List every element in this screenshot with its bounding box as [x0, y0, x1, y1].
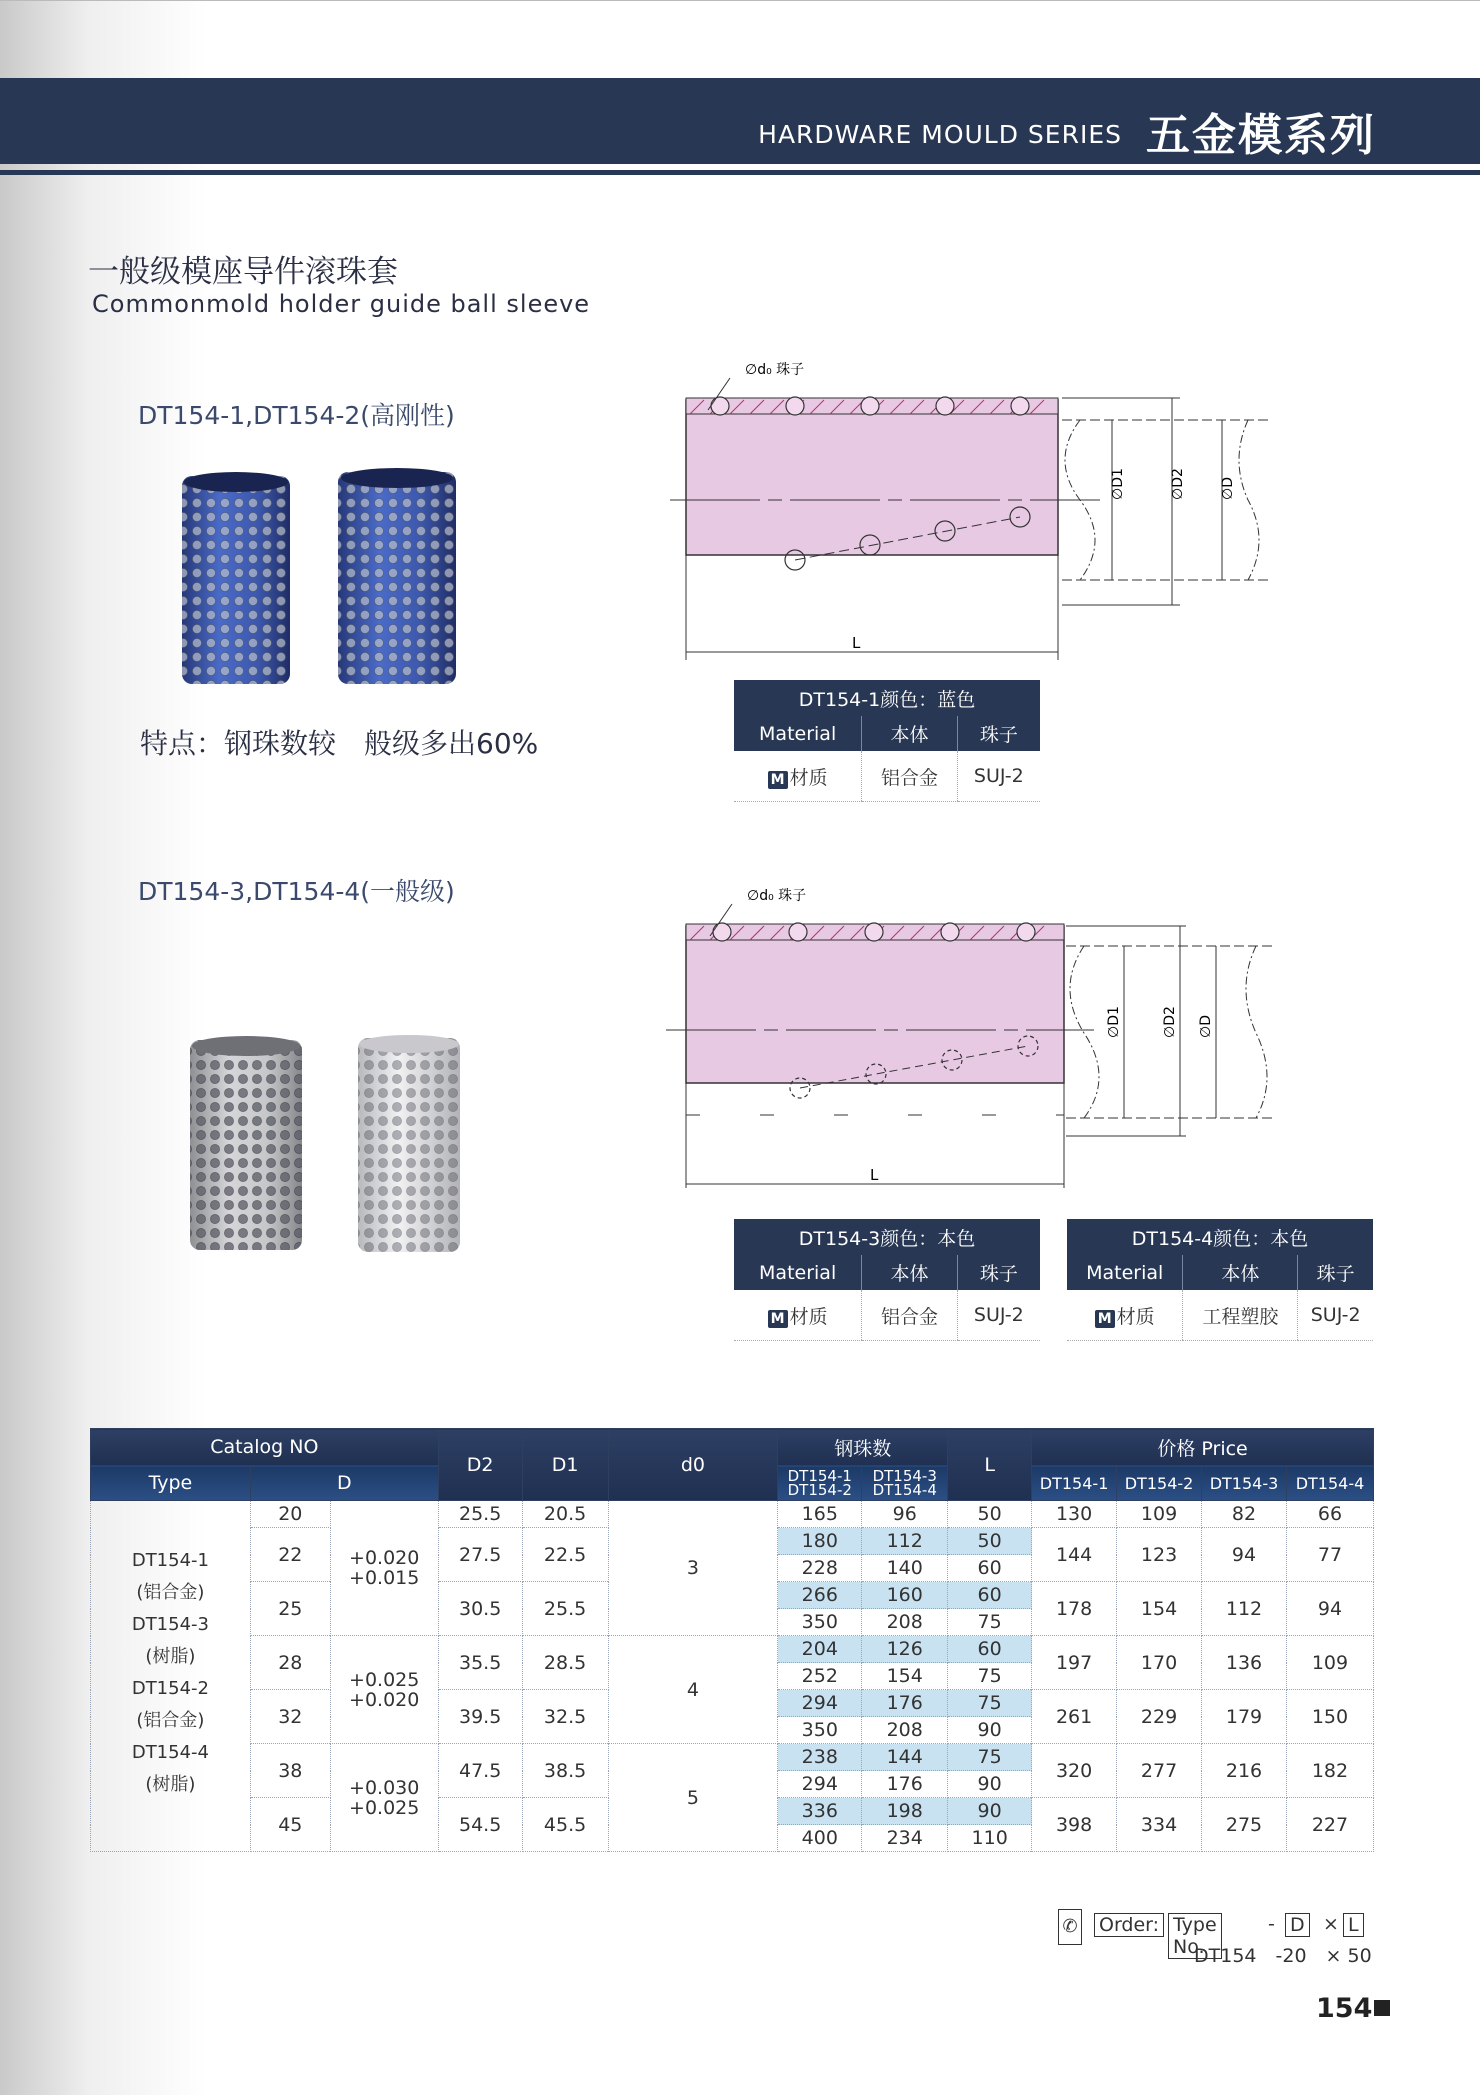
- type-label: (铝合金): [136, 1582, 205, 1603]
- model-heading-1: DT154-1,DT154-2(高刚性): [138, 401, 455, 430]
- ball-count-cell: 350: [778, 1717, 862, 1744]
- material-row-label: 材质: [789, 766, 828, 789]
- l-cell: 90: [948, 1771, 1032, 1798]
- type-no-box: Type No.: [1168, 1913, 1222, 1959]
- price-cell: 130: [1032, 1501, 1117, 1528]
- material-title: DT154-3颜色：本色: [734, 1219, 1040, 1255]
- price-cell: 216: [1202, 1744, 1287, 1798]
- d1-cell: 32.5: [522, 1690, 608, 1744]
- order-times: ×: [1323, 1913, 1339, 1935]
- ball-count-cell: 165: [778, 1501, 862, 1528]
- price-cell: 94: [1202, 1528, 1287, 1582]
- d0-cell: 5: [608, 1744, 778, 1852]
- type-header: Type: [91, 1466, 251, 1501]
- material-title: DT154-4颜色：本色: [1067, 1219, 1373, 1255]
- type-label: (树脂): [145, 1646, 196, 1667]
- material-header: Material: [1067, 1255, 1183, 1290]
- price-dt154-4-header: DT154-4: [1286, 1466, 1373, 1501]
- diagram1-ball-label: ∅d₀ 珠子: [745, 362, 805, 378]
- price-cell: 112: [1202, 1582, 1287, 1636]
- ball-count-cell: 144: [862, 1744, 948, 1771]
- d-cell: 20: [250, 1501, 330, 1528]
- d-cell: 22: [250, 1528, 330, 1582]
- ball-count-cell: 266: [778, 1582, 862, 1609]
- blue-sleeve-photo: [176, 468, 476, 698]
- type-label: DT154-4: [131, 1742, 209, 1763]
- price-cell: 150: [1286, 1690, 1373, 1744]
- price-cell: 170: [1117, 1636, 1202, 1690]
- type-cell: [91, 1501, 251, 1852]
- d-box: D: [1285, 1913, 1310, 1937]
- diagram2-d2-label: ∅D2: [1162, 1006, 1178, 1038]
- d-cell: 45: [250, 1798, 330, 1852]
- d2-cell: 30.5: [438, 1582, 522, 1636]
- natural-sleeve-photo: [180, 1030, 480, 1260]
- material-title: DT154-1颜色：蓝色: [734, 680, 1040, 716]
- ball-count-cell: 234: [862, 1825, 948, 1852]
- price-dt154-2-header: DT154-2: [1117, 1466, 1202, 1501]
- product-title-cn: 一般级模座导件滚珠套: [88, 254, 398, 290]
- ball-count-cell: 154: [862, 1663, 948, 1690]
- body-material: 工程塑胶: [1183, 1290, 1298, 1341]
- phone-icon: ✆: [1058, 1909, 1082, 1945]
- body-header: 本体: [1183, 1255, 1298, 1290]
- d-cell: 32: [250, 1690, 330, 1744]
- price-cell: 227: [1286, 1798, 1373, 1852]
- ball-count-cell: 176: [862, 1690, 948, 1717]
- price-cell: 123: [1117, 1528, 1202, 1582]
- price-header: 价格 Price: [1032, 1429, 1374, 1466]
- header-rule: [0, 170, 1480, 175]
- ball-header: 珠子: [957, 1255, 1040, 1290]
- type-label: DT154-2: [131, 1678, 209, 1699]
- l-cell: 75: [948, 1663, 1032, 1690]
- price-cell: 144: [1032, 1528, 1117, 1582]
- feature-text: 特点：钢珠数较 般级多出60%: [140, 727, 539, 760]
- price-cell: 136: [1202, 1636, 1287, 1690]
- diagram2-d1-label: ∅D1: [1106, 1006, 1122, 1038]
- l-header: L: [948, 1429, 1032, 1501]
- type-label: (树脂): [145, 1774, 196, 1795]
- price-cell: 82: [1202, 1501, 1287, 1528]
- price-cell: 398: [1032, 1798, 1117, 1852]
- l-cell: 50: [948, 1528, 1032, 1555]
- ball-count-cell: 228: [778, 1555, 862, 1582]
- diagram2-d-label: ∅D: [1198, 1015, 1214, 1038]
- diagram-section-1: [670, 350, 1290, 670]
- tolerance-cell: +0.030 +0.025: [330, 1744, 438, 1852]
- ball-count-cell: 198: [862, 1798, 948, 1825]
- material-table-4: [1067, 1219, 1373, 1341]
- table-row: [91, 1744, 1374, 1771]
- l-cell: 60: [948, 1555, 1032, 1582]
- l-cell: 90: [948, 1717, 1032, 1744]
- material-badge: M: [768, 1310, 788, 1328]
- ball-count-cell: 336: [778, 1798, 862, 1825]
- material-table-3: [734, 1219, 1040, 1341]
- price-cell: 109: [1286, 1636, 1373, 1690]
- series-title-en: HARDWARE MOULD SERIES: [758, 120, 1122, 149]
- l-cell: 50: [948, 1501, 1032, 1528]
- price-cell: 334: [1117, 1798, 1202, 1852]
- price-cell: 261: [1032, 1690, 1117, 1744]
- d1-cell: 22.5: [522, 1528, 608, 1582]
- table-row: [91, 1636, 1374, 1663]
- d0-cell: 4: [608, 1636, 778, 1744]
- d1-cell: 25.5: [522, 1582, 608, 1636]
- l-cell: 60: [948, 1582, 1032, 1609]
- l-cell: 90: [948, 1798, 1032, 1825]
- price-cell: 94: [1286, 1582, 1373, 1636]
- d0-header: d0: [608, 1429, 778, 1501]
- order-label: Order:: [1094, 1913, 1164, 1937]
- d1-cell: 38.5: [522, 1744, 608, 1798]
- catalog-table: [90, 1428, 1374, 1852]
- order-dash: -: [1268, 1913, 1275, 1935]
- tolerance-cell: +0.020 +0.015: [330, 1501, 438, 1636]
- ball-count-cell: 176: [862, 1771, 948, 1798]
- l-cell: 75: [948, 1690, 1032, 1717]
- diagram2-l-label: L: [870, 1166, 879, 1184]
- d2-header: D2: [438, 1429, 522, 1501]
- ball-count-cell: 294: [778, 1690, 862, 1717]
- price-cell: 182: [1286, 1744, 1373, 1798]
- material-header: Material: [734, 716, 862, 751]
- order-example: DT154 -20 × 50: [1194, 1945, 1372, 1967]
- price-cell: 320: [1032, 1744, 1117, 1798]
- ball-material: SUJ-2: [957, 1290, 1040, 1341]
- type-label: DT154-1: [131, 1550, 209, 1571]
- ball-count-cell: 350: [778, 1609, 862, 1636]
- ball-material: SUJ-2: [1298, 1290, 1373, 1341]
- page-number: 154: [1316, 1993, 1390, 2024]
- d1-header: D1: [522, 1429, 608, 1501]
- ball-count-cell: 160: [862, 1582, 948, 1609]
- d1-cell: 20.5: [522, 1501, 608, 1528]
- d-cell: 38: [250, 1744, 330, 1798]
- ball-count-cell: 294: [778, 1771, 862, 1798]
- d2-cell: 54.5: [438, 1798, 522, 1852]
- material-table-1: [734, 680, 1040, 802]
- price-cell: 109: [1117, 1501, 1202, 1528]
- catalog-no-header: Catalog NO: [91, 1429, 439, 1466]
- type-label: DT154-3: [131, 1614, 209, 1635]
- price-cell: 197: [1032, 1636, 1117, 1690]
- ball-count-header: 钢珠数: [778, 1429, 948, 1466]
- l-cell: 60: [948, 1636, 1032, 1663]
- material-row-label: 材质: [1116, 1305, 1155, 1328]
- table-row: [91, 1501, 1374, 1528]
- material-badge: M: [1095, 1310, 1115, 1328]
- d2-cell: 25.5: [438, 1501, 522, 1528]
- ball-header: 珠子: [957, 716, 1040, 751]
- ball-count-cell: 140: [862, 1555, 948, 1582]
- ball-count-cell: 208: [862, 1717, 948, 1744]
- series-title-cn: 五金模系列: [1146, 110, 1376, 161]
- ball-count-cell: 204: [778, 1636, 862, 1663]
- price-dt154-3-header: DT154-3: [1202, 1466, 1287, 1501]
- d-cell: 28: [250, 1636, 330, 1690]
- ball-count-cell: 180: [778, 1528, 862, 1555]
- price-cell: 275: [1202, 1798, 1287, 1852]
- diagram1-d1-label: ∅D1: [1110, 468, 1126, 500]
- price-cell: 277: [1117, 1744, 1202, 1798]
- l-cell: 75: [948, 1609, 1032, 1636]
- price-dt154-1-header: DT154-1: [1032, 1466, 1117, 1501]
- ball-count-cell: 126: [862, 1636, 948, 1663]
- d-cell: 25: [250, 1582, 330, 1636]
- material-badge: M: [768, 771, 788, 789]
- material-header: Material: [734, 1255, 862, 1290]
- model-heading-2: DT154-3,DT154-4(一般级): [138, 877, 455, 906]
- d0-cell: 3: [608, 1501, 778, 1636]
- diagram2-ball-label: ∅d₀ 珠子: [747, 888, 807, 904]
- d-header: D: [250, 1466, 438, 1501]
- price-cell: 77: [1286, 1528, 1373, 1582]
- l-box: L: [1343, 1913, 1364, 1937]
- price-cell: 229: [1117, 1690, 1202, 1744]
- ball-count-cell: 96: [862, 1501, 948, 1528]
- product-title-en: Commonmold holder guide ball sleeve: [92, 290, 591, 318]
- ball-header: 珠子: [1298, 1255, 1373, 1290]
- l-cell: 110: [948, 1825, 1032, 1852]
- d1-cell: 45.5: [522, 1798, 608, 1852]
- d2-cell: 39.5: [438, 1690, 522, 1744]
- body-header: 本体: [862, 716, 957, 751]
- body-material: 铝合金: [862, 751, 957, 802]
- price-cell: 66: [1286, 1501, 1373, 1528]
- tolerance-cell: +0.025 +0.020: [330, 1636, 438, 1744]
- ball-count-a-header: DT154-1 DT154-2: [778, 1466, 862, 1501]
- ball-material: SUJ-2: [957, 751, 1040, 802]
- diagram-section-2: [664, 878, 1284, 1198]
- type-label: (铝合金): [136, 1710, 205, 1731]
- ball-count-cell: 112: [862, 1528, 948, 1555]
- ball-count-b-header: DT154-3 DT154-4: [862, 1466, 948, 1501]
- d2-cell: 35.5: [438, 1636, 522, 1690]
- body-material: 铝合金: [862, 1290, 957, 1341]
- material-row-label: 材质: [789, 1305, 828, 1328]
- diagram1-d-label: ∅D: [1220, 477, 1236, 500]
- ball-count-cell: 400: [778, 1825, 862, 1852]
- price-cell: 154: [1117, 1582, 1202, 1636]
- l-cell: 75: [948, 1744, 1032, 1771]
- price-cell: 179: [1202, 1690, 1287, 1744]
- diagram1-l-label: L: [852, 634, 861, 652]
- price-cell: 178: [1032, 1582, 1117, 1636]
- d2-cell: 47.5: [438, 1744, 522, 1798]
- diagram1-d2-label: ∅D2: [1170, 468, 1186, 500]
- d2-cell: 27.5: [438, 1528, 522, 1582]
- ball-count-cell: 238: [778, 1744, 862, 1771]
- top-rule: [0, 0, 1480, 1]
- ball-count-cell: 252: [778, 1663, 862, 1690]
- body-header: 本体: [862, 1255, 957, 1290]
- ball-count-cell: 208: [862, 1609, 948, 1636]
- d1-cell: 28.5: [522, 1636, 608, 1690]
